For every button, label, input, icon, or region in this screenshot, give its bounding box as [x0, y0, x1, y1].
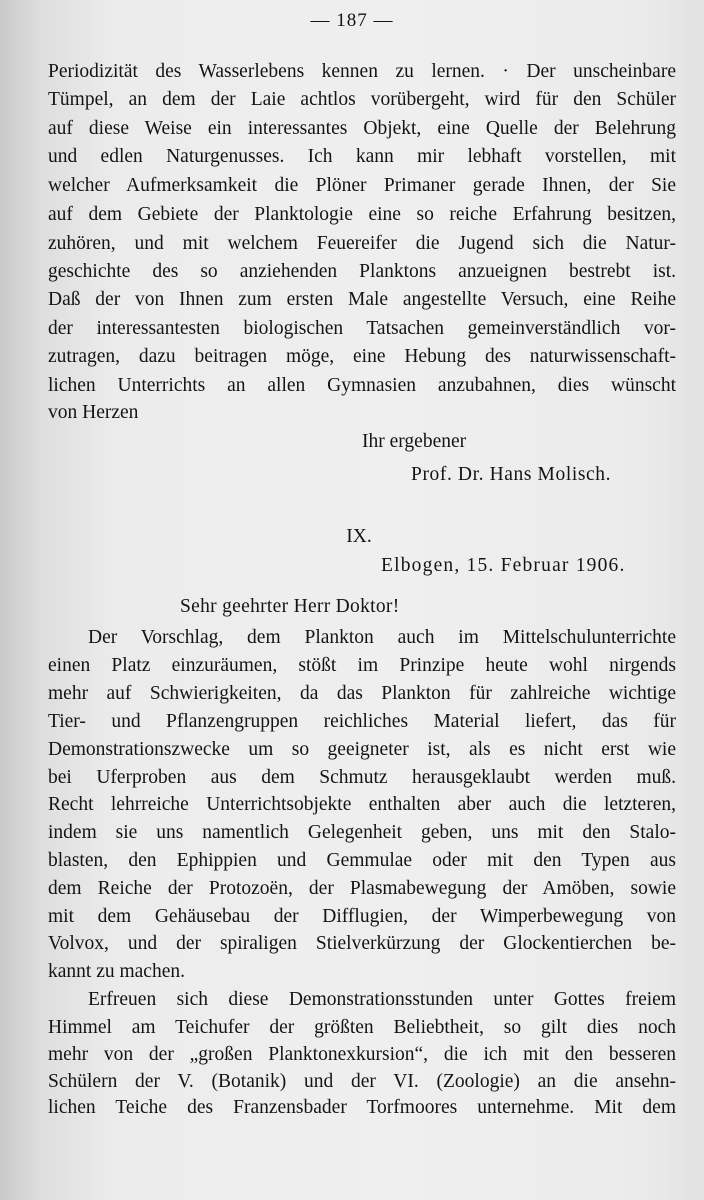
text-line: auf dem Gebiete der Planktologie eine so reiche Erfahrung besitzen,	[48, 204, 676, 225]
text-line: Daß der von Ihnen zum ersten Male angestellte Versuch, eine Reihe	[48, 289, 676, 310]
text-line: Recht lehrreiche Unterrichtsobjekte enthalten aber auch die letzteren,	[48, 794, 676, 815]
letter-closing: Ihr ergebener	[362, 431, 467, 452]
text-line: Schülern der V. (Botanik) und der VI. (Zoologie) an die ansehn-	[48, 1071, 676, 1092]
text-line: mehr auf Schwierigkeiten, da das Plankton für zahlreiche wichtige	[48, 683, 676, 704]
section-number: IX.	[346, 526, 372, 547]
text-line: von Herzen	[48, 402, 139, 423]
text-line: Volvox, und der spiraligen Stielverkürzung der Glockentierchen be-	[48, 933, 676, 954]
text-line: Erfreuen sich diese Demonstrationsstunden unter Gottes freiem	[88, 989, 676, 1010]
text-line: der interessantesten biologischen Tatsachen gemeinverständlich vor-	[48, 318, 676, 339]
text-line: mehr von der „großen Planktonexkursion“, die ich mit den besseren	[48, 1044, 676, 1065]
text-line: kannt zu machen.	[48, 961, 185, 982]
salutation: Sehr geehrter Herr Doktor!	[180, 596, 400, 617]
text-line: Demonstrationszwecke um so geeigneter ist, als es nicht erst wie	[48, 739, 676, 760]
text-line: geschichte des so anziehenden Planktons anzueignen bestrebt ist.	[48, 261, 676, 282]
text-line: und edlen Naturgenusses. Ich kann mir lebhaft vorstellen, mit	[48, 146, 676, 167]
text-line: mit dem Gehäusebau der Difflugien, der Wimperbewegung von	[48, 906, 676, 927]
text-line: lichen Unterrichts an allen Gymnasien anzubahnen, dies wünscht	[48, 375, 676, 396]
place-date: Elbogen, 15. Februar 1906.	[381, 555, 626, 576]
text-line: auf diese Weise ein interessantes Objekt, eine Quelle der Belehrung	[48, 118, 676, 139]
text-line: dem Reiche der Protozoën, der Plasmabewegung der Amöben, sowie	[48, 878, 676, 899]
text-line: lichen Teiche des Franzensbader Torfmoores unternehme. Mit dem	[48, 1097, 676, 1118]
text-line: Himmel am Teichufer der größten Beliebtheit, so gilt dies noch	[48, 1017, 676, 1038]
text-line: blasten, den Ephippien und Gemmulae oder mit den Typen aus	[48, 850, 676, 871]
text-line: zutragen, dazu beitragen möge, eine Hebung des naturwissenschaft-	[48, 346, 676, 367]
text-line: Periodizität des Wasserlebens kennen zu lernen. · Der unscheinbare	[48, 61, 676, 82]
text-line: Tier- und Pflanzengruppen reichliches Material liefert, das für	[48, 711, 676, 732]
text-line: Tümpel, an dem der Laie achtlos vorübergeht, wird für den Schüler	[48, 89, 676, 110]
letter-signature: Prof. Dr. Hans Molisch.	[411, 464, 612, 485]
text-line: zuhören, und mit welchem Feuereifer die Jugend sich die Natur-	[48, 233, 676, 254]
text-line: bei Uferproben aus dem Schmutz herausgeklaubt werden muß.	[48, 767, 676, 788]
text-line: Der Vorschlag, dem Plankton auch im Mittelschulunterrichte	[88, 627, 676, 648]
page-number: — 187 —	[310, 10, 394, 31]
text-line: welcher Aufmerksamkeit die Plöner Primaner gerade Ihnen, der Sie	[48, 175, 676, 196]
text-line: indem sie uns namentlich Gelegenheit geben, uns mit den Stalo-	[48, 822, 676, 843]
text-line: einen Platz einzuräumen, stößt im Prinzipe heute wohl nirgends	[48, 655, 676, 676]
